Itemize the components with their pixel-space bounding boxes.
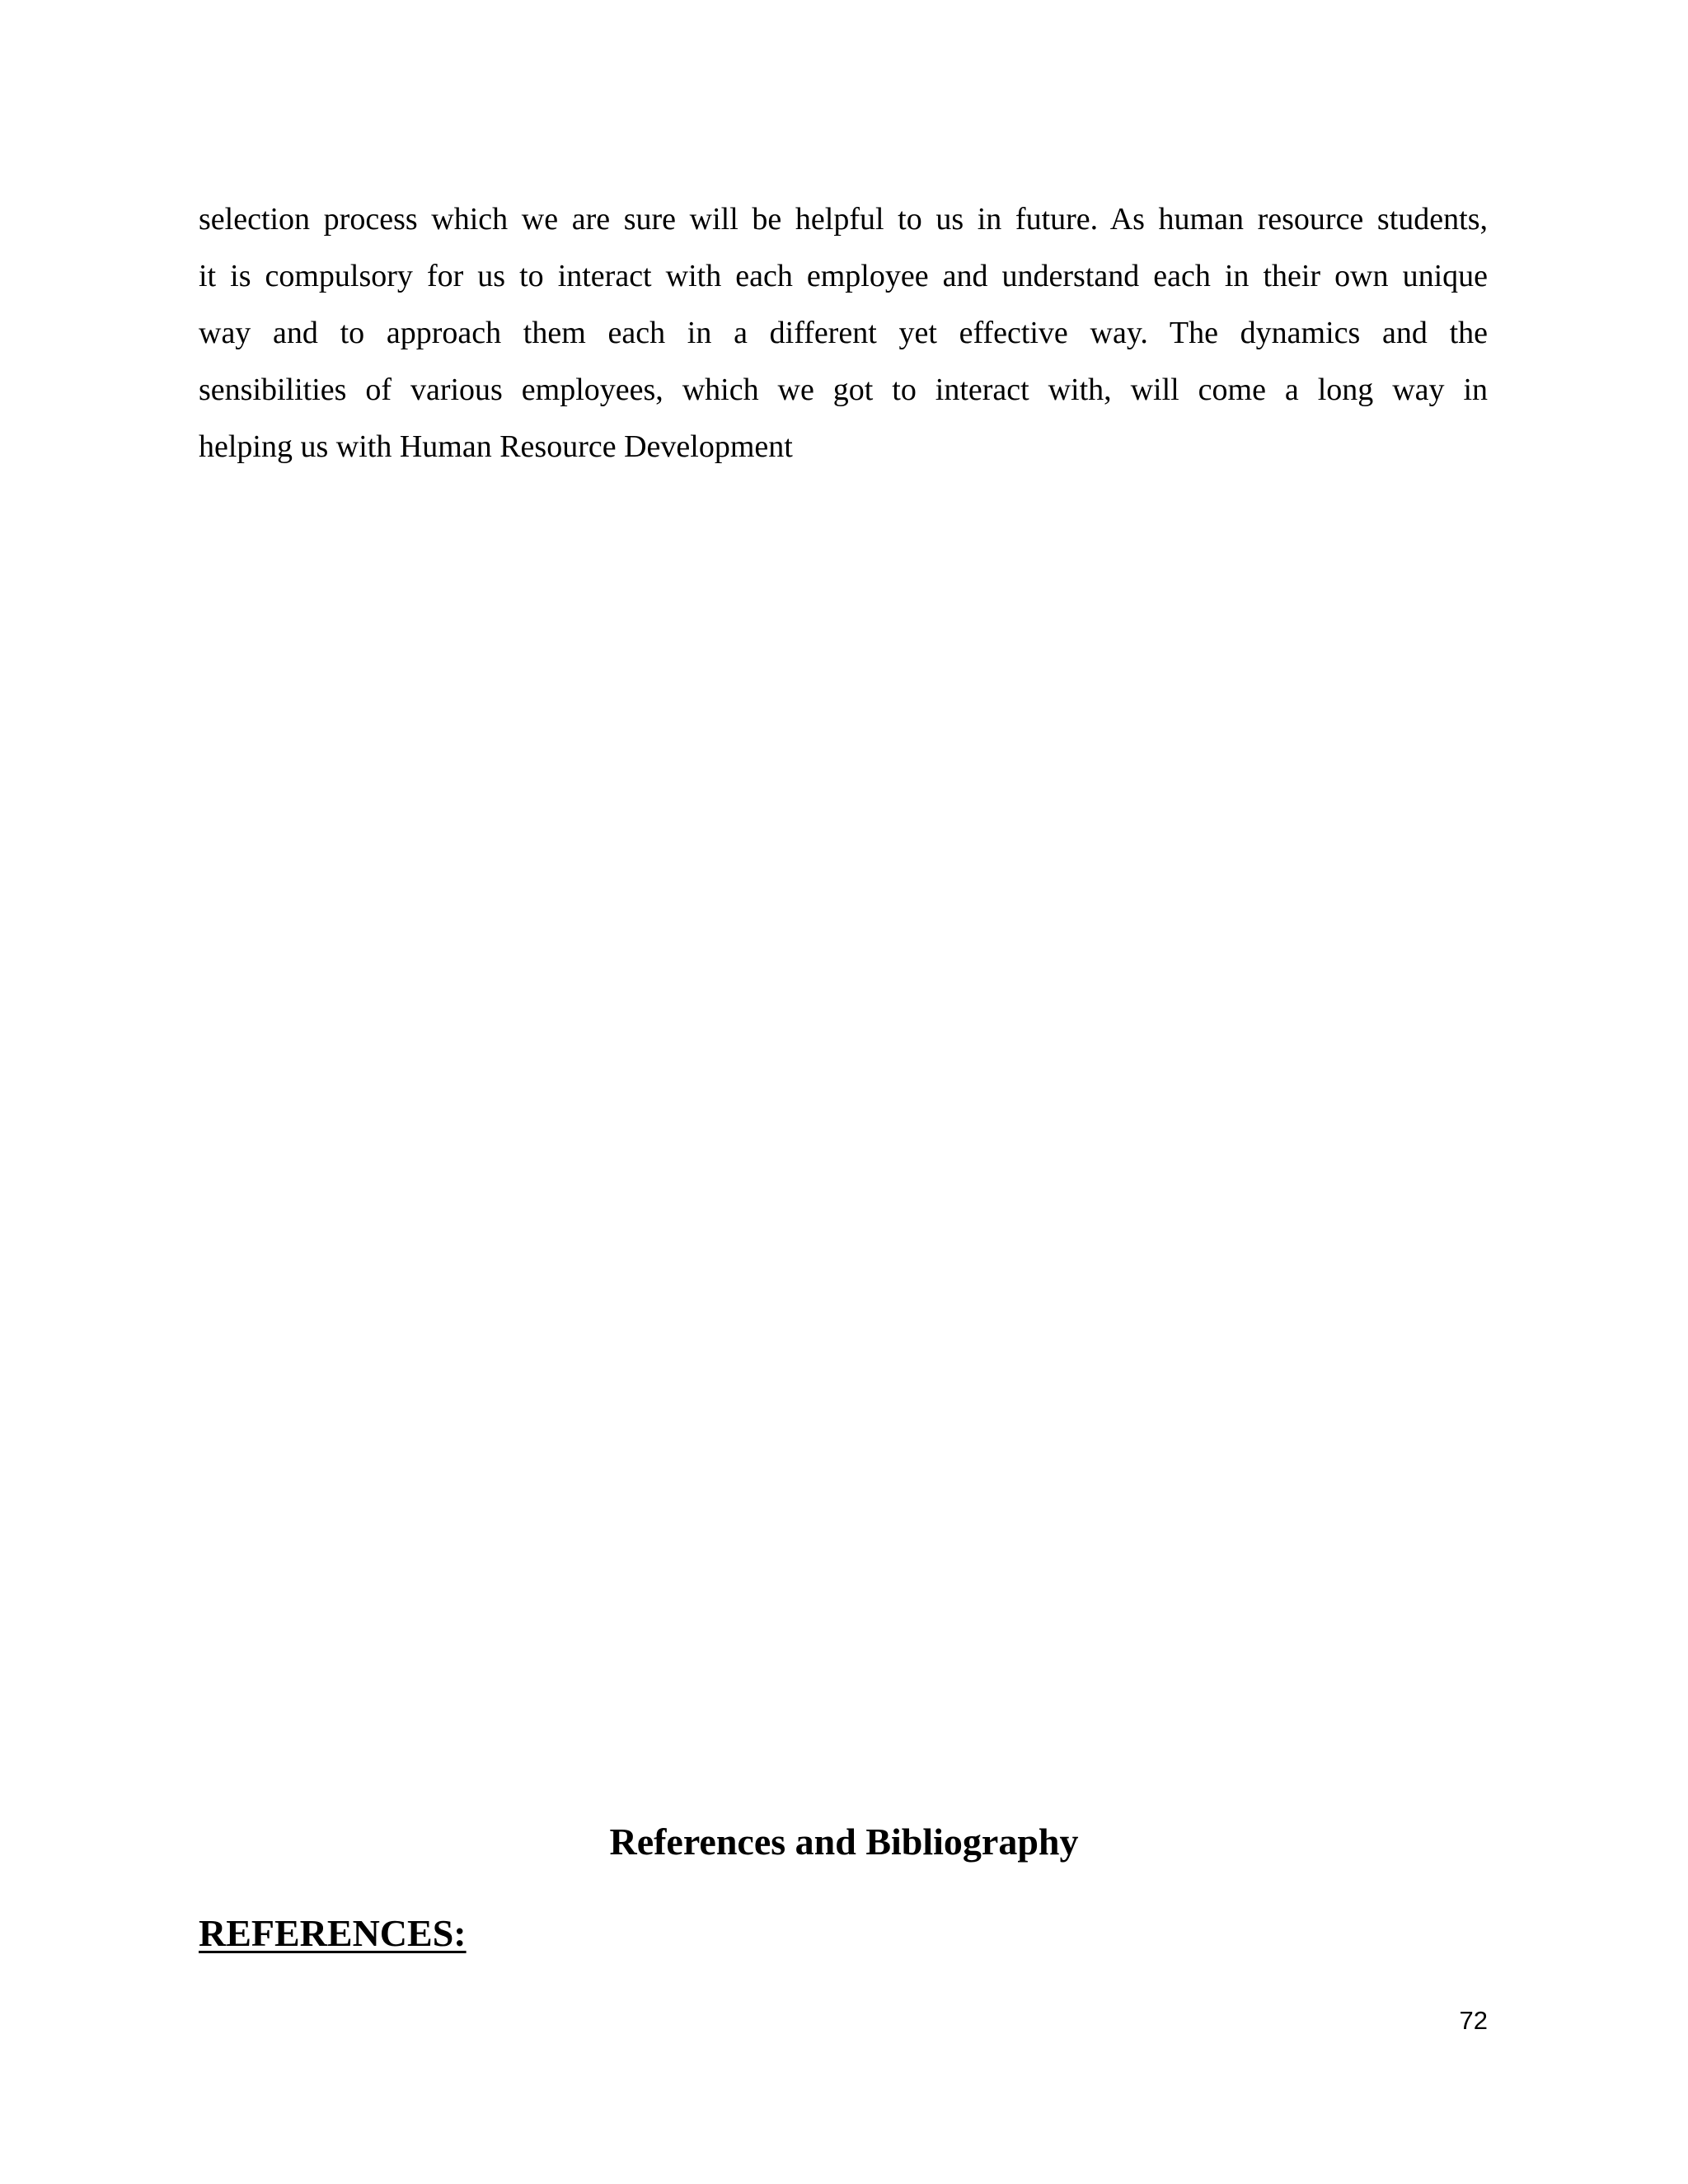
paragraph-line-2: it is compulsory for us to interact with each employee and understand each in their own unique — [199, 259, 1488, 293]
section-title: References and Bibliography — [609, 1821, 1079, 1863]
paragraph-line-1: selection process which we are sure will be helpful to us in future. As human resource students, — [199, 202, 1488, 237]
paragraph-line-5: helping us with Human Resource Development — [199, 429, 793, 464]
paragraph-line-3: way and to approach them each in a different yet effective way. The dynamics and the — [199, 316, 1488, 350]
references-heading: REFERENCES: — [199, 1912, 467, 1954]
body-paragraph — [199, 191, 1488, 476]
paragraph-line-4: sensibilities of various employees, which we got to interact with, will come a long way in — [199, 373, 1488, 407]
page-number: 72 — [1459, 2006, 1488, 2035]
